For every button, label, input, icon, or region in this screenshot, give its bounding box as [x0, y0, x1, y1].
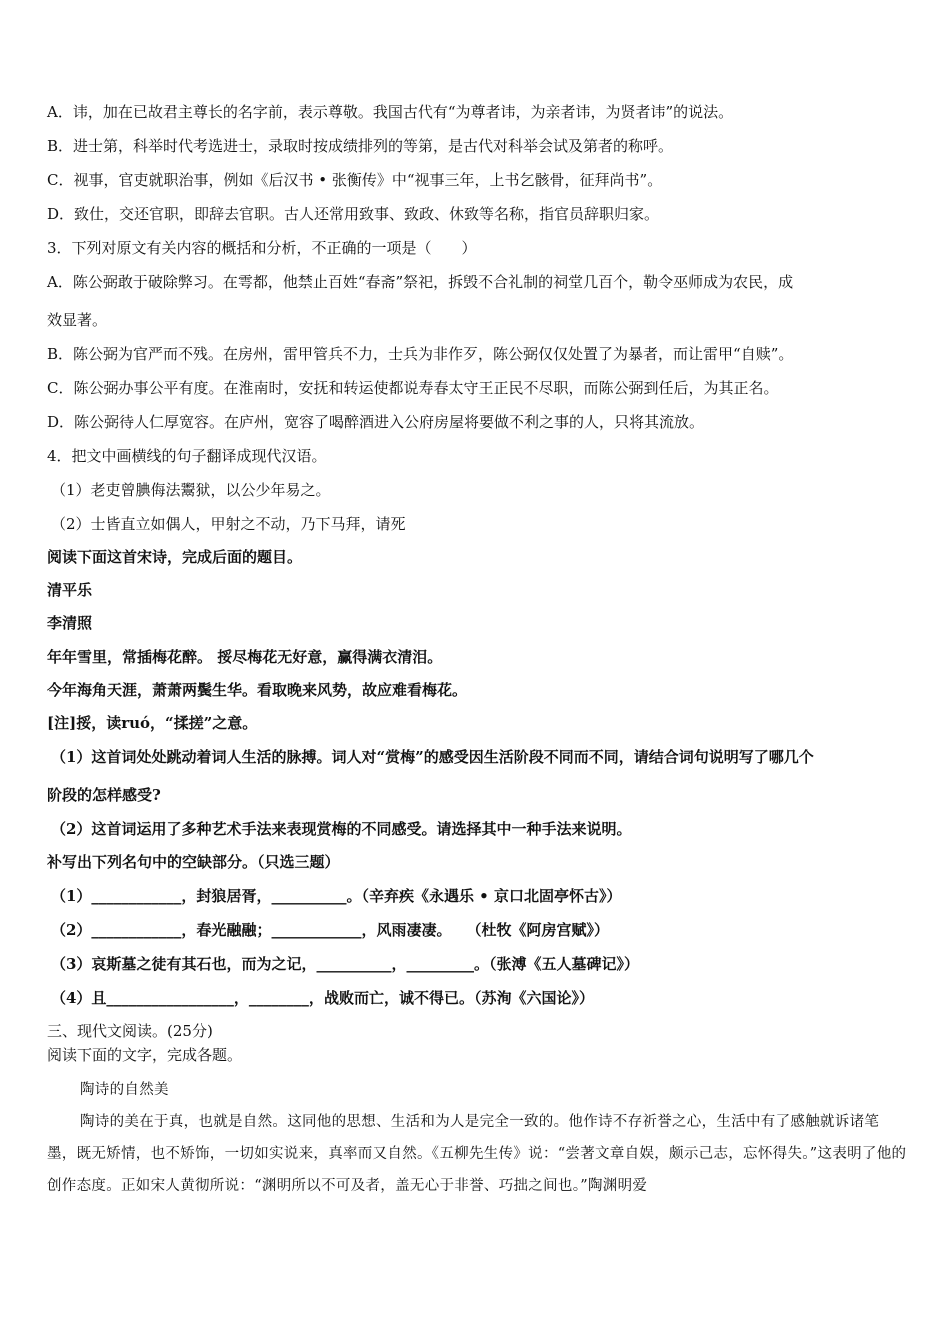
q2-option-a: A．讳，加在已故君主尊长的名字前，表示尊敬。我国古代有“为尊者讳，为亲者讳，为贤者讳”的说法。: [47, 103, 734, 121]
fill-in-item-4: （4）且_________________，________，战败而亡，诚不得已。（苏洵《六国论》）: [51, 989, 594, 1007]
q3-option-a-line1: A．陈公弼敢于破除弊习。在雩都，他禁止百姓“春斋”祭祀，拆毁不合礼制的祠堂几百个，勒令巫师成为农民，成: [47, 273, 794, 291]
section-heading: 三、现代文阅读。(25分): [47, 1022, 213, 1040]
q4-stem: 4．把文中画横线的句子翻译成现代汉语。: [47, 447, 327, 465]
fill-in-instruction: 补写出下列名句中的空缺部分。（只选三题）: [47, 853, 340, 871]
poem-question-2: （2）这首词运用了多种艺术手法来表现赏梅的不同感受。请选择其中一种手法来说明。: [51, 820, 632, 838]
poem-line-1: 年年雪里，常插梅花醉。 挼尽梅花无好意，赢得满衣清泪。: [47, 648, 443, 666]
q4-item-2: （2）士皆直立如偶人，甲射之不动，乃下马拜，请死: [51, 515, 406, 533]
poem-note: [注]挼，读ruó，“揉搓”之意。: [47, 714, 258, 732]
fill-in-item-1: （1）____________，封狼居胥，__________。（辛弃疾《永遇乐 • 京口北固亭怀古》）: [51, 887, 622, 905]
section-instruction: 阅读下面的文字，完成各题。: [47, 1046, 243, 1064]
q4-item-1: （1）老吏曾腆侮法鬻狱，以公少年易之。: [51, 481, 331, 499]
poem-title: 清平乐: [47, 581, 93, 599]
q2-option-d: D．致仕，交还官职，即辞去官职。古人还常用致事、致政、休致等名称，指官员辞职归家。: [47, 205, 660, 223]
q3-stem: 3．下列对原文有关内容的概括和分析，不正确的一项是（ ）: [47, 239, 477, 257]
q3-option-c: C．陈公弼办事公平有度。在淮南时，安抚和转运使都说寿春太守王正民不尽职，而陈公弼到任后，为其正名。: [47, 379, 779, 397]
poem-line-2: 今年海角天涯，萧萧两鬓生华。看取晚来风势，故应难看梅花。: [47, 681, 468, 699]
q2-option-b: B．进士第，科举时代考选进士，录取时按成绩排列的等第，是古代对科举会试及第者的称呼。: [47, 137, 674, 155]
fill-in-item-2: （2）____________，春光融融；____________，风雨凄凄。 （杜牧《阿房宫赋》）: [51, 921, 609, 939]
fill-in-item-3: （3）哀斯墓之徒有其石也，而为之记，__________，_________。（张溥《五人墓碑记》）: [51, 955, 639, 973]
poem-question-1-line2: 阶段的怎样感受?: [47, 786, 161, 804]
essay-paragraph: 陶诗的美在于真，也就是自然。这同他的思想、生活和为人是完全一致的。他作诗不存祈誉之心，生活中有了感触就诉诸笔墨，既无矫情，也不矫饰，一切如实说来，真率而又自然。《五柳先生传》说：“尝著文章自娱，颇示己志，忘怀得失。”这表明了他的创作态度。正如宋人黄彻所说：“渊明所以不可及者，盖无心于非誉、巧拙之间也。”陶渊明爱: [47, 1114, 907, 1194]
q2-option-c: C．视事，官吏就职治事，例如《后汉书 • 张衡传》中“视事三年，上书乞骸骨，征拜尚书”。: [47, 171, 663, 189]
q3-option-d: D．陈公弼待人仁厚宽容。在庐州，宽容了喝醉酒进入公府房屋将要做不利之事的人，只将其流放。: [47, 413, 705, 431]
q3-option-b: B．陈公弼为官严而不残。在房州，雷甲管兵不力，士兵为非作歹，陈公弼仅仅处置了为暴者，而让雷甲“自赎”。: [47, 345, 794, 363]
q3-option-a-line2: 效显著。: [47, 311, 108, 329]
poem-author: 李清照: [47, 614, 93, 632]
poem-question-1-line1: （1）这首词处处跳动着词人生活的脉搏。词人对“赏梅”的感受因生活阶段不同而不同，请结合词句说明写了哪几个: [51, 748, 814, 766]
poem-instruction: 阅读下面这首宋诗，完成后面的题目。: [47, 548, 303, 566]
essay-title: 陶诗的自然美: [80, 1082, 169, 1098]
